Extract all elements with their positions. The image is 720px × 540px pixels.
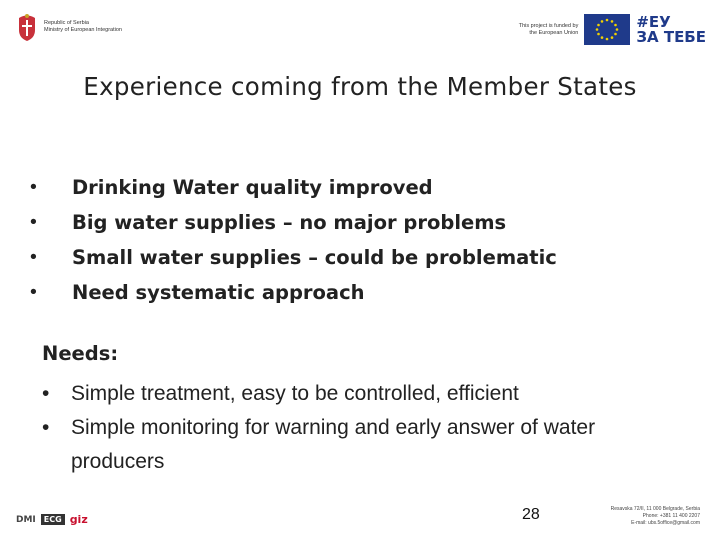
- needs-item: [42, 377, 682, 411]
- main-bullet-list: [30, 170, 557, 310]
- funded-line-2: the European Union: [529, 29, 579, 36]
- needs-heading: Needs:: [42, 342, 119, 365]
- contact-line-1: Resavska 72/II, 11 000 Belgrade, Serbia: [610, 506, 700, 512]
- bullet-icon: •: [42, 416, 50, 439]
- bullet-text: Big water supplies – no major problems: [72, 211, 507, 234]
- bullet-icon: •: [30, 211, 37, 233]
- serbian-coat-of-arms-icon: [16, 12, 38, 42]
- bullet-item: [30, 275, 557, 310]
- funded-line-1: This project is funded by: [518, 22, 579, 29]
- ministry-line-2: Ministry of European Integration: [44, 27, 122, 33]
- eu-flag-icon: [584, 14, 630, 45]
- bullet-item: [30, 205, 557, 240]
- needs-list: [42, 377, 682, 479]
- eu-tag-line-1: #ЕУ: [636, 12, 671, 31]
- contact-line-3: E-mail: ubs.5office@gmail.com: [631, 520, 700, 526]
- bullet-icon: •: [42, 382, 50, 405]
- page-number: 28: [522, 506, 540, 523]
- bullet-item: [30, 240, 557, 275]
- bullet-icon: •: [30, 176, 37, 198]
- contact-info: [611, 506, 700, 527]
- eu-funding-block: [519, 14, 706, 45]
- eu-campaign-logo: [636, 12, 706, 46]
- contact-line-2: Phone: +381 11 400 2207: [642, 513, 700, 519]
- bullet-text: Need systematic approach: [72, 281, 365, 304]
- bullet-icon: •: [30, 281, 37, 303]
- slide-title: Experience coming from the Member States: [83, 72, 637, 101]
- eu-tag-line-2: ЗА ТЕБЕ: [636, 27, 706, 46]
- bullet-text: Drinking Water quality improved: [72, 176, 433, 199]
- ministry-line-1: Republic of Serbia: [44, 20, 89, 26]
- partner-logos: [16, 513, 88, 526]
- ministry-logo: [16, 12, 122, 42]
- ecg-logo: ECG: [41, 514, 65, 525]
- bullet-text: Small water supplies – could be problematic: [72, 246, 557, 269]
- needs-item: [42, 411, 682, 479]
- dmi-logo: DMI: [16, 514, 36, 525]
- needs-text: Simple monitoring for warning and early answer of water producers: [71, 416, 596, 473]
- giz-logo: giz: [69, 513, 88, 526]
- needs-text: Simple treatment, easy to be controlled, efficient: [71, 382, 519, 405]
- bullet-item: [30, 170, 557, 205]
- bullet-icon: •: [30, 246, 37, 268]
